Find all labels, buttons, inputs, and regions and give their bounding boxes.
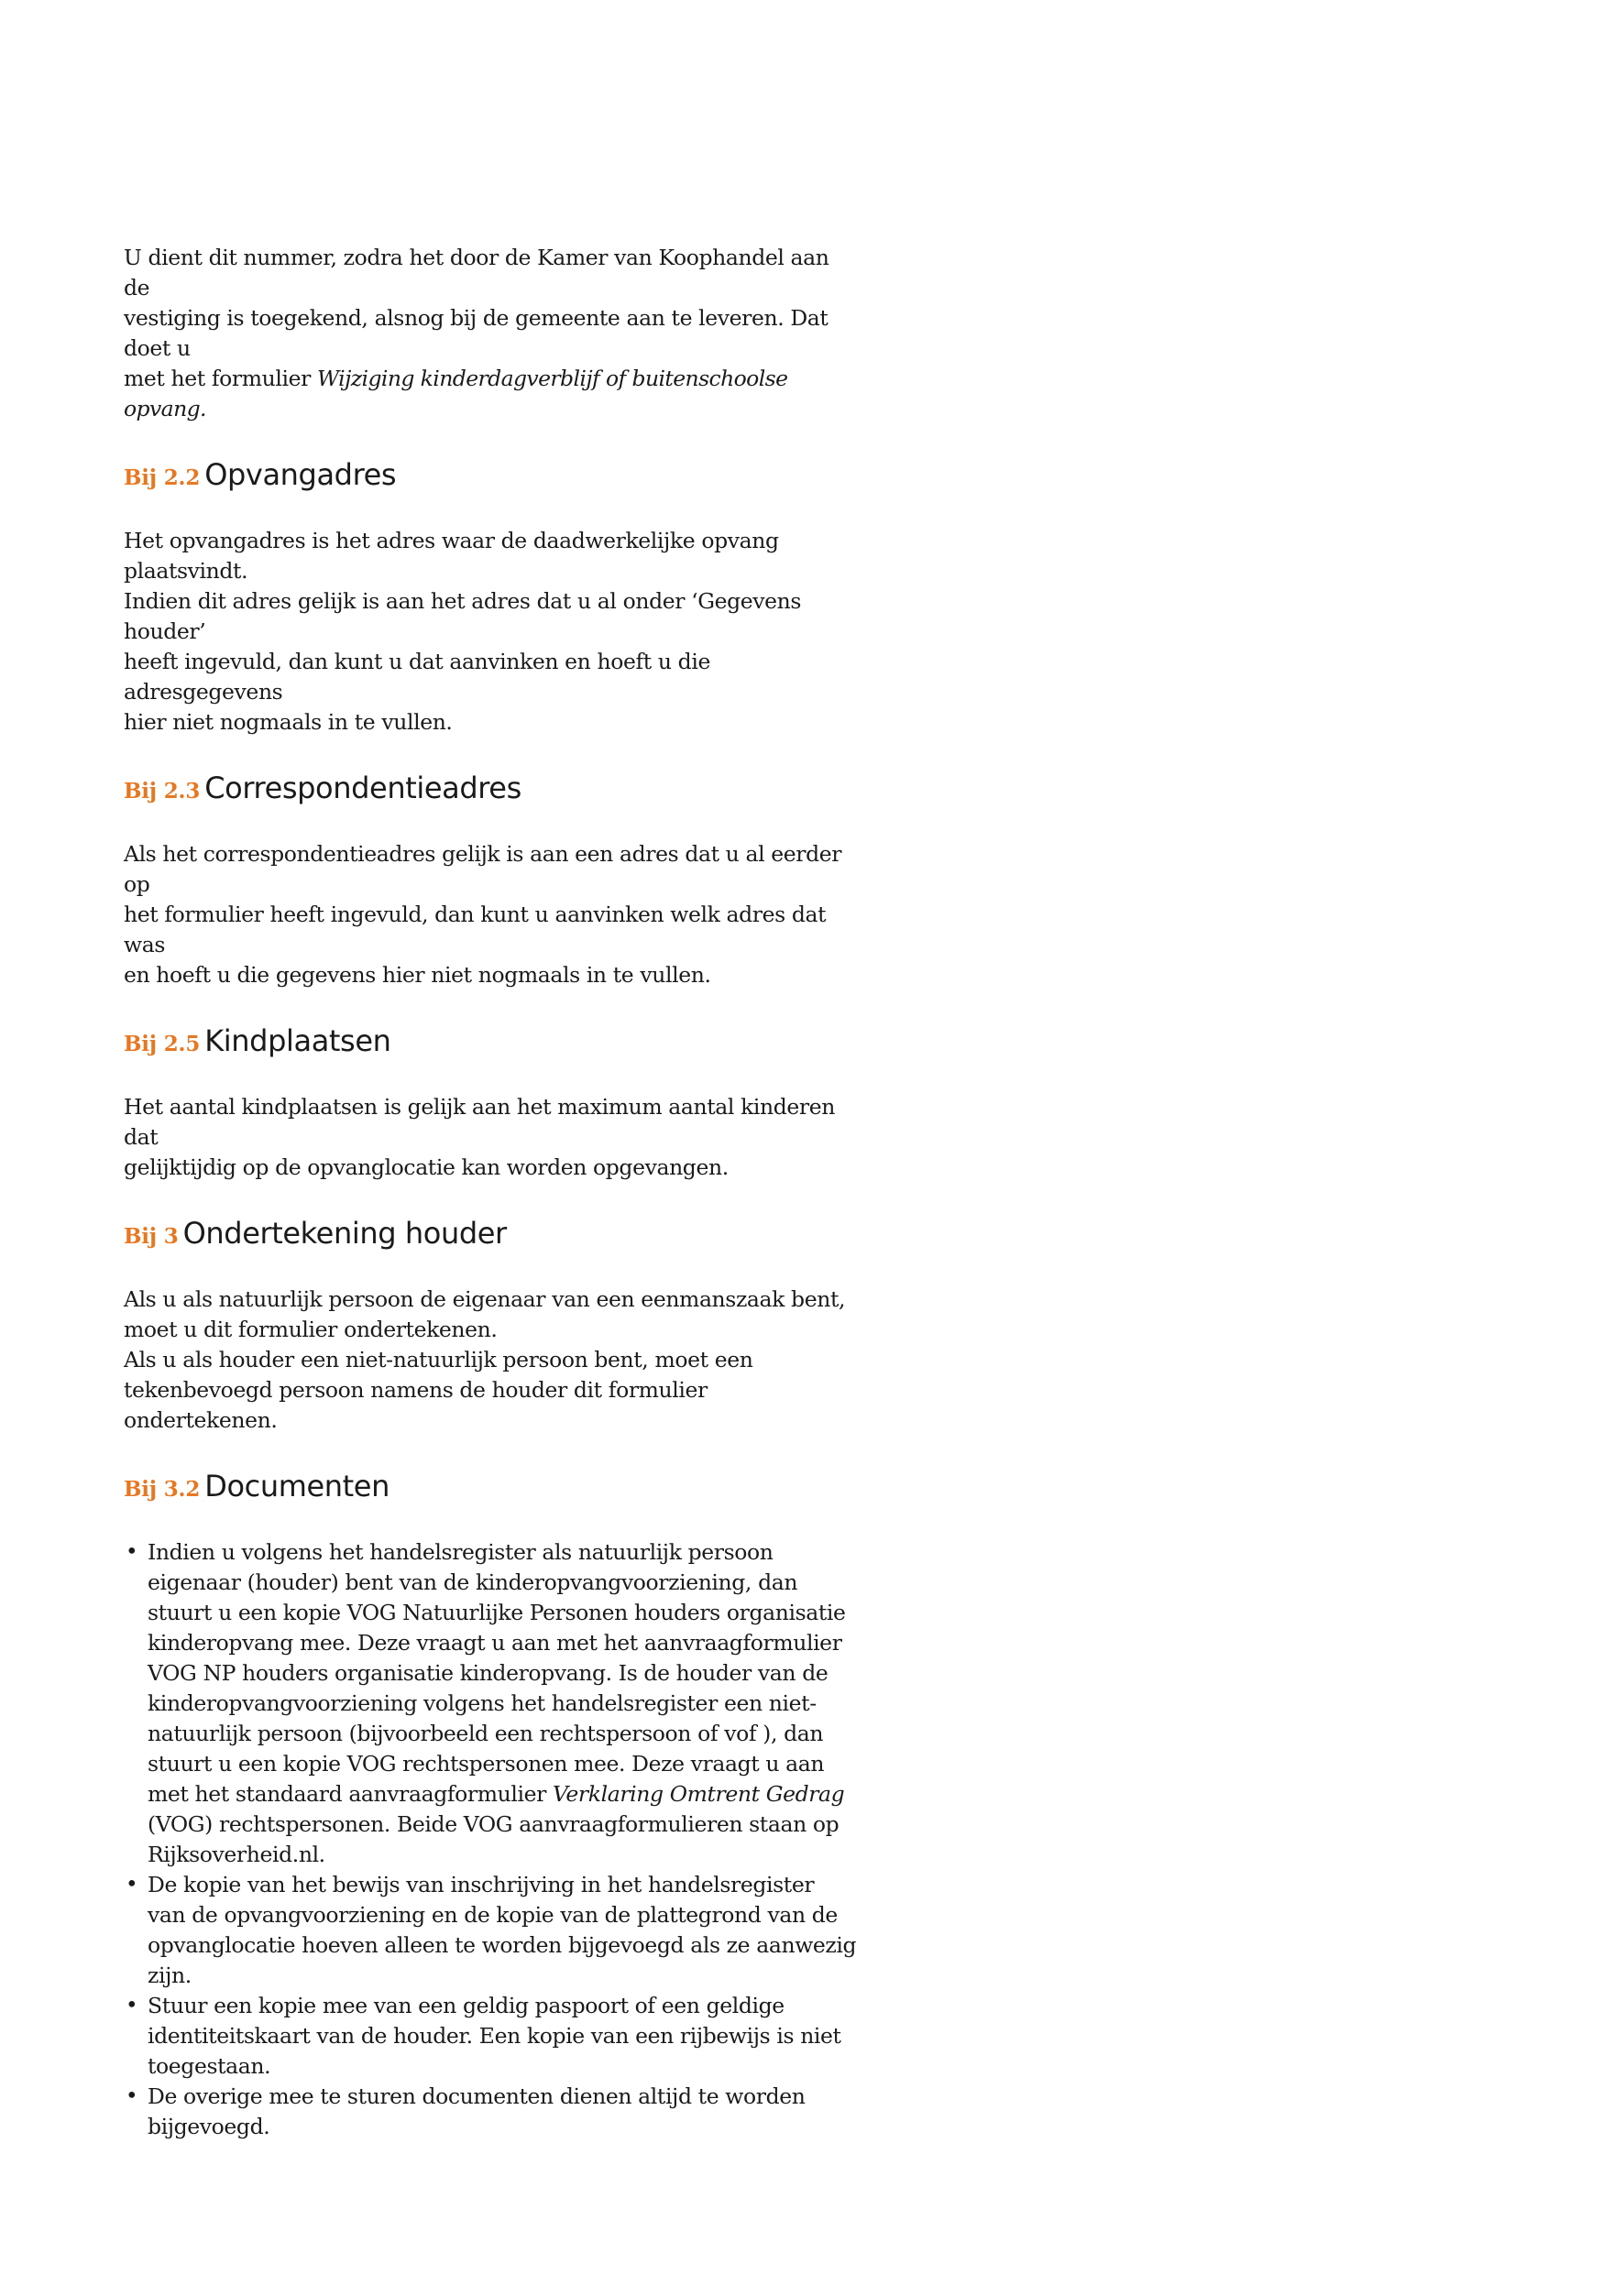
- text-line: U dient dit nummer, zodra het door de Kamer van Koophandel aan de: [124, 245, 829, 301]
- text-line: tekenbevoegd persoon namens de houder dit formulier ondertekenen.: [124, 1377, 708, 1433]
- section-heading-kindplaatsen: [124, 1022, 857, 1065]
- list-item: [124, 1991, 857, 2082]
- text-line: moet u dit formulier ondertekenen.: [124, 1317, 498, 1342]
- section-heading-opvangadres: [124, 456, 857, 498]
- text-line: toegestaan.: [148, 2053, 271, 2079]
- bullet-icon: •: [126, 1540, 138, 1564]
- text-line: van de opvangvoorziening en de kopie van de plattegrond van de: [148, 1902, 838, 1928]
- section-number: Bij 2.2: [124, 465, 201, 490]
- text-fragment: met het standaard aanvraagformulier: [148, 1781, 553, 1807]
- section-title: Ondertekening houder: [182, 1216, 507, 1251]
- text-line: bijgevoegd.: [148, 2114, 270, 2139]
- section-heading-documenten: [124, 1468, 857, 1510]
- text-line: kinderopvang mee. Deze vraagt u aan met het aanvraagformulier: [148, 1630, 842, 1656]
- text-line: Rijksoverheid.nl.: [148, 1842, 325, 1867]
- text-line: Als u als houder een niet-natuurlijk persoon bent, moet een: [124, 1347, 753, 1372]
- section-number: Bij 3: [124, 1224, 179, 1249]
- form-name-italic: Wijziging kinderdagverblijf of buitenschoolse opvang.: [124, 366, 788, 421]
- text-line: [124, 364, 857, 424]
- section-number: Bij 2.3: [124, 779, 201, 804]
- text-line: stuurt u een kopie VOG rechtspersonen mee. Deze vraagt u aan: [148, 1751, 825, 1777]
- bullet-icon: •: [126, 2084, 138, 2108]
- section-title: Documenten: [204, 1469, 390, 1503]
- section-number: Bij 2.5: [124, 1032, 201, 1056]
- intro-paragraph: [124, 243, 857, 424]
- text-line: en hoeft u die gegevens hier niet nogmaals in te vullen.: [124, 962, 711, 988]
- list-item: [124, 2082, 857, 2142]
- text-line: Het opvangadres is het adres waar de daadwerkelijke opvang plaatsvindt.: [124, 528, 779, 584]
- page-content: [124, 243, 857, 2142]
- text-fragment: met het formulier: [124, 366, 318, 391]
- text-line: De kopie van het bewijs van inschrijving in het handelsregister: [148, 1872, 815, 1897]
- text-line: heeft ingevuld, dan kunt u dat aanvinken en hoeft u die adresgegevens: [124, 649, 710, 705]
- text-line: VOG NP houders organisatie kinderopvang. Is de houder van de: [148, 1660, 828, 1686]
- bullet-icon: •: [126, 1994, 138, 2017]
- text-line: Stuur een kopie mee van een geldig paspoort of een geldige: [148, 1993, 785, 2018]
- text-line: identiteitskaart van de houder. Een kopie van een rijbewijs is niet: [148, 2023, 841, 2049]
- section-title: Kindplaatsen: [204, 1023, 391, 1058]
- text-line: Als het correspondentieadres gelijk is aan een adres dat u al eerder op: [124, 841, 842, 897]
- text-line: kinderopvangvoorziening volgens het handelsregister een niet-: [148, 1690, 817, 1716]
- text-line: natuurlijk persoon (bijvoorbeeld een rechtspersoon of vof ), dan: [148, 1721, 824, 1746]
- bullet-icon: •: [126, 1873, 138, 1897]
- text-line: [148, 1779, 857, 1809]
- section-title: Correspondentieadres: [204, 771, 521, 805]
- text-line: opvanglocatie hoeven alleen te worden bijgevoegd als ze aanwezig: [148, 1932, 857, 1958]
- text-line: zijn.: [148, 1963, 192, 1988]
- text-line: gelijktijdig op de opvanglocatie kan worden opgevangen.: [124, 1154, 729, 1180]
- text-line: De overige mee te sturen documenten dienen altijd te worden: [148, 2083, 806, 2109]
- list-item: [124, 1870, 857, 1991]
- section-paragraph-correspondentieadres: [124, 839, 857, 990]
- section-paragraph-opvangadres: [124, 526, 857, 738]
- text-line: eigenaar (houder) bent van de kinderopvangvoorziening, dan: [148, 1569, 798, 1595]
- section-heading-correspondentieadres: [124, 770, 857, 812]
- section-title: Opvangadres: [204, 457, 397, 492]
- section-number: Bij 3.2: [124, 1477, 201, 1502]
- section-heading-ondertekening: [124, 1215, 857, 1257]
- section-paragraph-ondertekening: [124, 1285, 857, 1436]
- text-line: Indien u volgens het handelsregister als natuurlijk persoon: [148, 1539, 774, 1565]
- text-line: het formulier heeft ingevuld, dan kunt u aanvinken welk adres dat was: [124, 902, 827, 957]
- section-paragraph-kindplaatsen: [124, 1092, 857, 1183]
- text-line: Indien dit adres gelijk is aan het adres dat u al onder ‘Gegevens houder’: [124, 588, 802, 644]
- text-line: vestiging is toegekend, alsnog bij de gemeente aan te leveren. Dat doet u: [124, 305, 828, 361]
- text-line: Het aantal kindplaatsen is gelijk aan het maximum aantal kinderen dat: [124, 1094, 835, 1150]
- documents-bullet-list: [124, 1537, 857, 2142]
- text-line: stuurt u een kopie VOG Natuurlijke Personen houders organisatie: [148, 1600, 846, 1625]
- text-line: (VOG) rechtspersonen. Beide VOG aanvraagformulieren staan op: [148, 1811, 839, 1837]
- text-line: Als u als natuurlijk persoon de eigenaar van een eenmanszaak bent,: [124, 1286, 846, 1312]
- text-line: hier niet nogmaals in te vullen.: [124, 709, 453, 735]
- form-name-italic: Verklaring Omtrent Gedrag: [553, 1781, 845, 1807]
- list-item: [124, 1537, 857, 1870]
